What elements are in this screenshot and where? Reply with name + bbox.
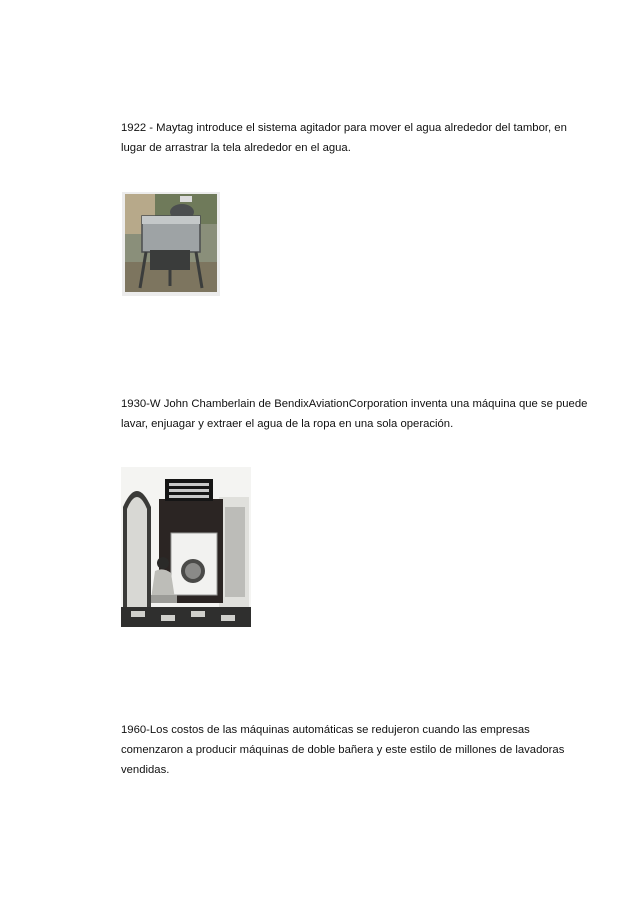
paragraph-1930: 1930-W John Chamberlain de BendixAviationCorporation inventa una máquina que se puede lavar, enjuagar y extraer el agua de la ropa en una sola operación.: [121, 398, 588, 430]
paragraph-1960: 1960-Los costos de las máquinas automáticas se redujeron cuando las empresas comenzaron a producir máquinas de doble bañera y este estilo de millones de lavadoras vendidas.: [121, 724, 565, 776]
maytag-washer-photo: [122, 192, 220, 296]
paragraph-1922: 1922 - Maytag introduce el sistema agitador para mover el agua alrededor del tambor, en lugar de arrastrar la tela alrededor en el agua.: [121, 122, 567, 154]
bendix-washer-photo: [121, 467, 251, 627]
